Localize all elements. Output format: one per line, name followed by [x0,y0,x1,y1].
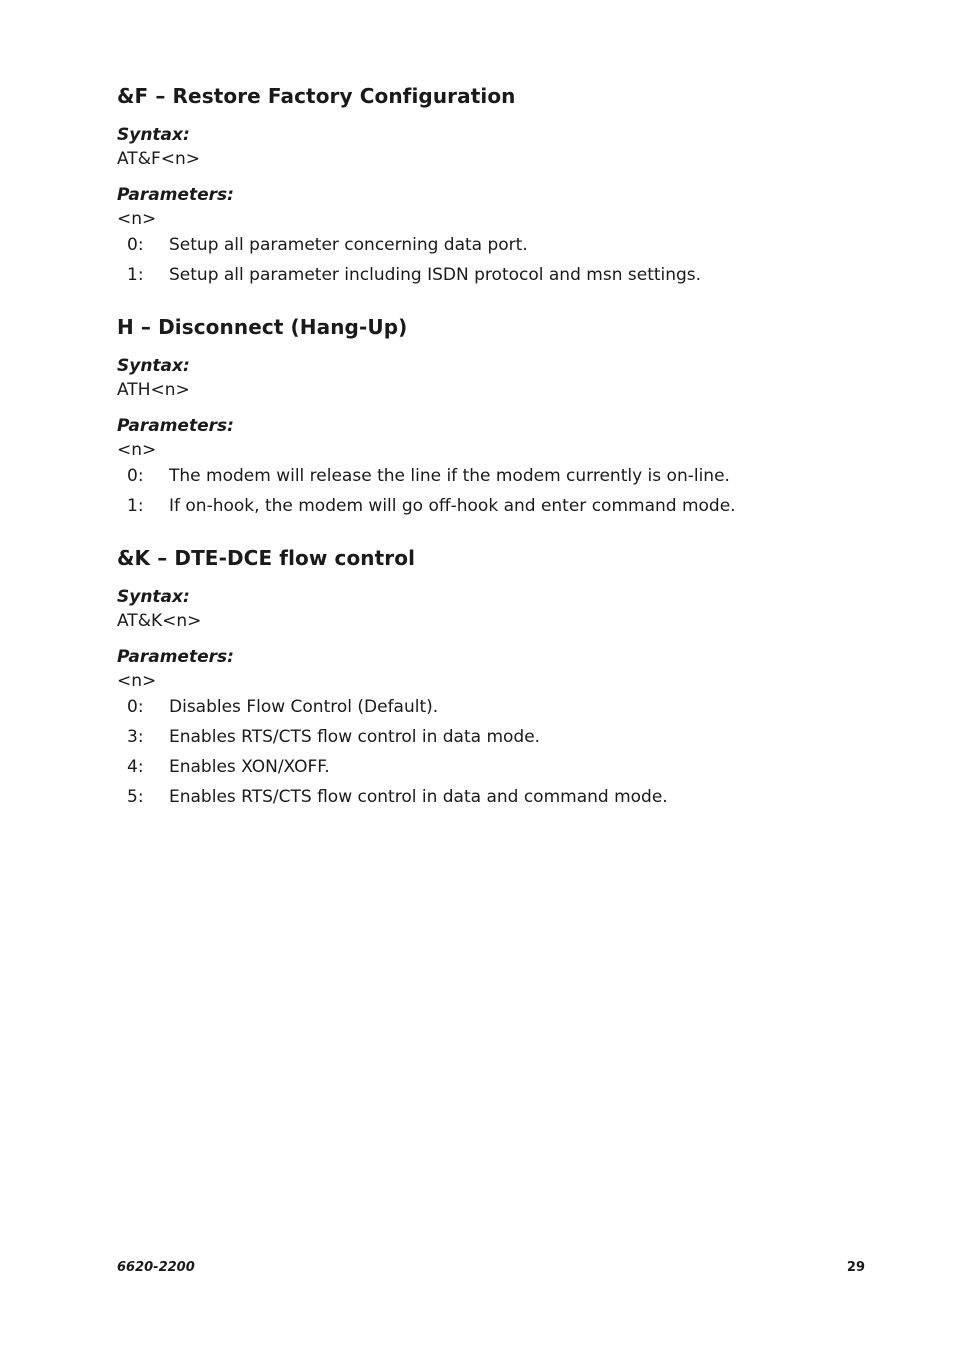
param-key: 1: [127,496,144,516]
parameters-label: Parameters: [117,185,234,205]
param-row [117,464,877,488]
param-key: 0: [127,697,144,717]
param-desc: Enables RTS/CTS flow control in data mode. [169,727,541,747]
param-desc: Setup all parameter including ISDN protocol and msn settings. [169,265,702,285]
document-page [117,83,877,836]
param-key: 3: [127,727,144,747]
param-key: 5: [127,787,144,807]
param-row [117,233,877,257]
param-key: 0: [127,235,144,255]
section-title: &F – Restore Factory Configuration [117,84,516,108]
page-number: 29 [846,1260,865,1275]
syntax-label: Syntax: [117,125,190,145]
param-row [117,494,877,518]
param-desc: Enables XON/XOFF. [169,757,330,777]
section-title: &K – DTE-DCE flow control [117,546,416,570]
syntax-value: AT&K<n> [117,611,202,631]
param-desc: Enables RTS/CTS flow control in data and command mode. [169,787,668,807]
param-row [117,755,877,779]
section-title: H – Disconnect (Hang-Up) [117,315,408,339]
param-name: <n> [117,209,157,229]
param-key: 4: [127,757,144,777]
page-footer [117,1260,865,1275]
syntax-value: AT&F<n> [117,149,200,169]
syntax-value: ATH<n> [117,380,190,400]
syntax-label: Syntax: [117,587,190,607]
param-name: <n> [117,671,157,691]
param-row [117,263,877,287]
param-name: <n> [117,440,157,460]
section-restore-factory [117,83,877,287]
parameters-label: Parameters: [117,647,234,667]
param-desc: The modem will release the line if the modem currently is on-line. [169,466,730,486]
param-row [117,785,877,809]
param-desc: Setup all parameter concerning data port. [169,235,528,255]
param-row [117,695,877,719]
parameters-label: Parameters: [117,416,234,436]
param-desc: If on-hook, the modem will go off-hook and enter command mode. [169,496,736,516]
syntax-label: Syntax: [117,356,190,376]
param-desc: Disables Flow Control (Default). [169,697,439,717]
param-key: 1: [127,265,144,285]
param-row [117,725,877,749]
section-flow-control [117,545,877,809]
document-number: 6620-2200 [117,1260,195,1275]
param-key: 0: [127,466,144,486]
section-disconnect [117,314,877,518]
